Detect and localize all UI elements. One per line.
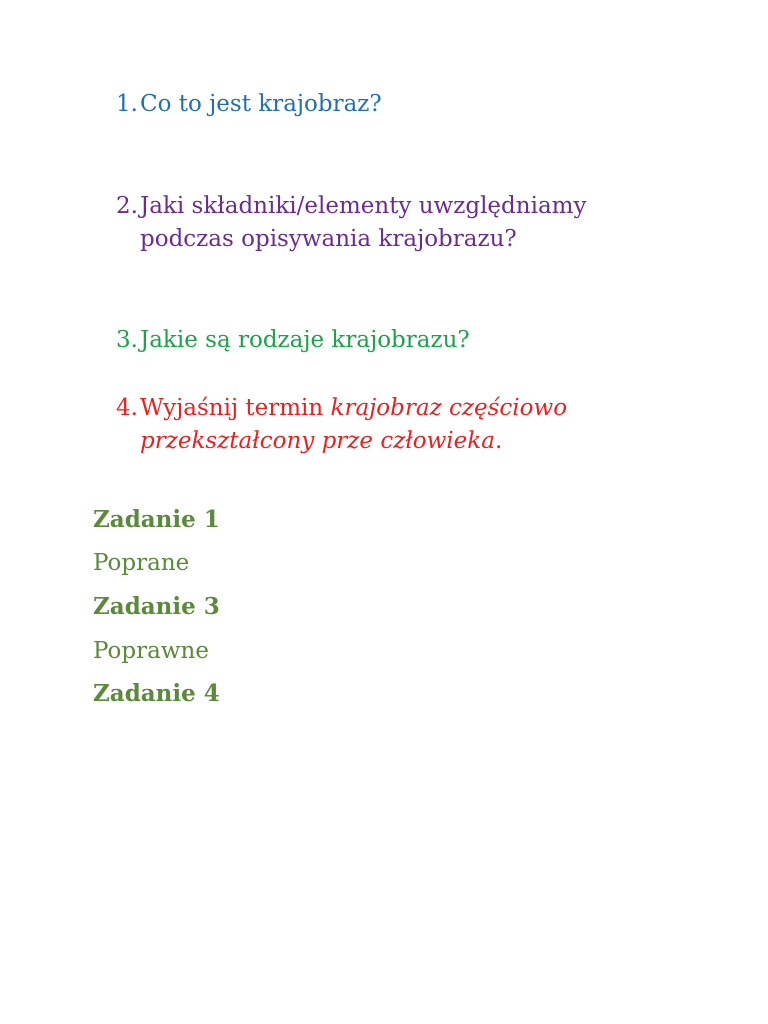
- answer-heading-zadanie-3: Zadanie 3: [93, 593, 220, 620]
- question-3: [116, 324, 716, 357]
- question-3-number: 3.: [116, 327, 138, 353]
- answer-text-1: Poprane: [93, 550, 190, 576]
- question-2-number: 2.: [116, 193, 138, 219]
- question-4-number: 4.: [116, 395, 138, 421]
- question-1-text: Co to jest krajobraz?: [140, 91, 382, 117]
- question-3-text: Jakie są rodzaje krajobrazu?: [140, 327, 470, 353]
- question-2-text-line1: Jaki składniki/elementy uwzględniamy: [140, 193, 587, 219]
- question-4-italic-term-line1: krajobraz częściowo: [330, 395, 568, 421]
- question-4-suffix: .: [494, 428, 503, 454]
- question-4: [116, 392, 716, 458]
- question-2-text-line2: podczas opisywania krajobrazu?: [140, 226, 517, 252]
- question-1-number: 1.: [116, 91, 138, 117]
- question-4-italic-term-line2: przekształcony prze człowieka: [140, 428, 495, 454]
- question-4-line2: [116, 425, 716, 458]
- question-2: [116, 190, 716, 256]
- question-4-prefix: Wyjaśnij termin: [140, 395, 331, 421]
- answer-heading-zadanie-1: Zadanie 1: [93, 506, 220, 533]
- answer-heading-zadanie-4: Zadanie 4: [93, 680, 220, 707]
- question-1: [116, 88, 716, 121]
- answer-text-3: Poprawne: [93, 638, 209, 664]
